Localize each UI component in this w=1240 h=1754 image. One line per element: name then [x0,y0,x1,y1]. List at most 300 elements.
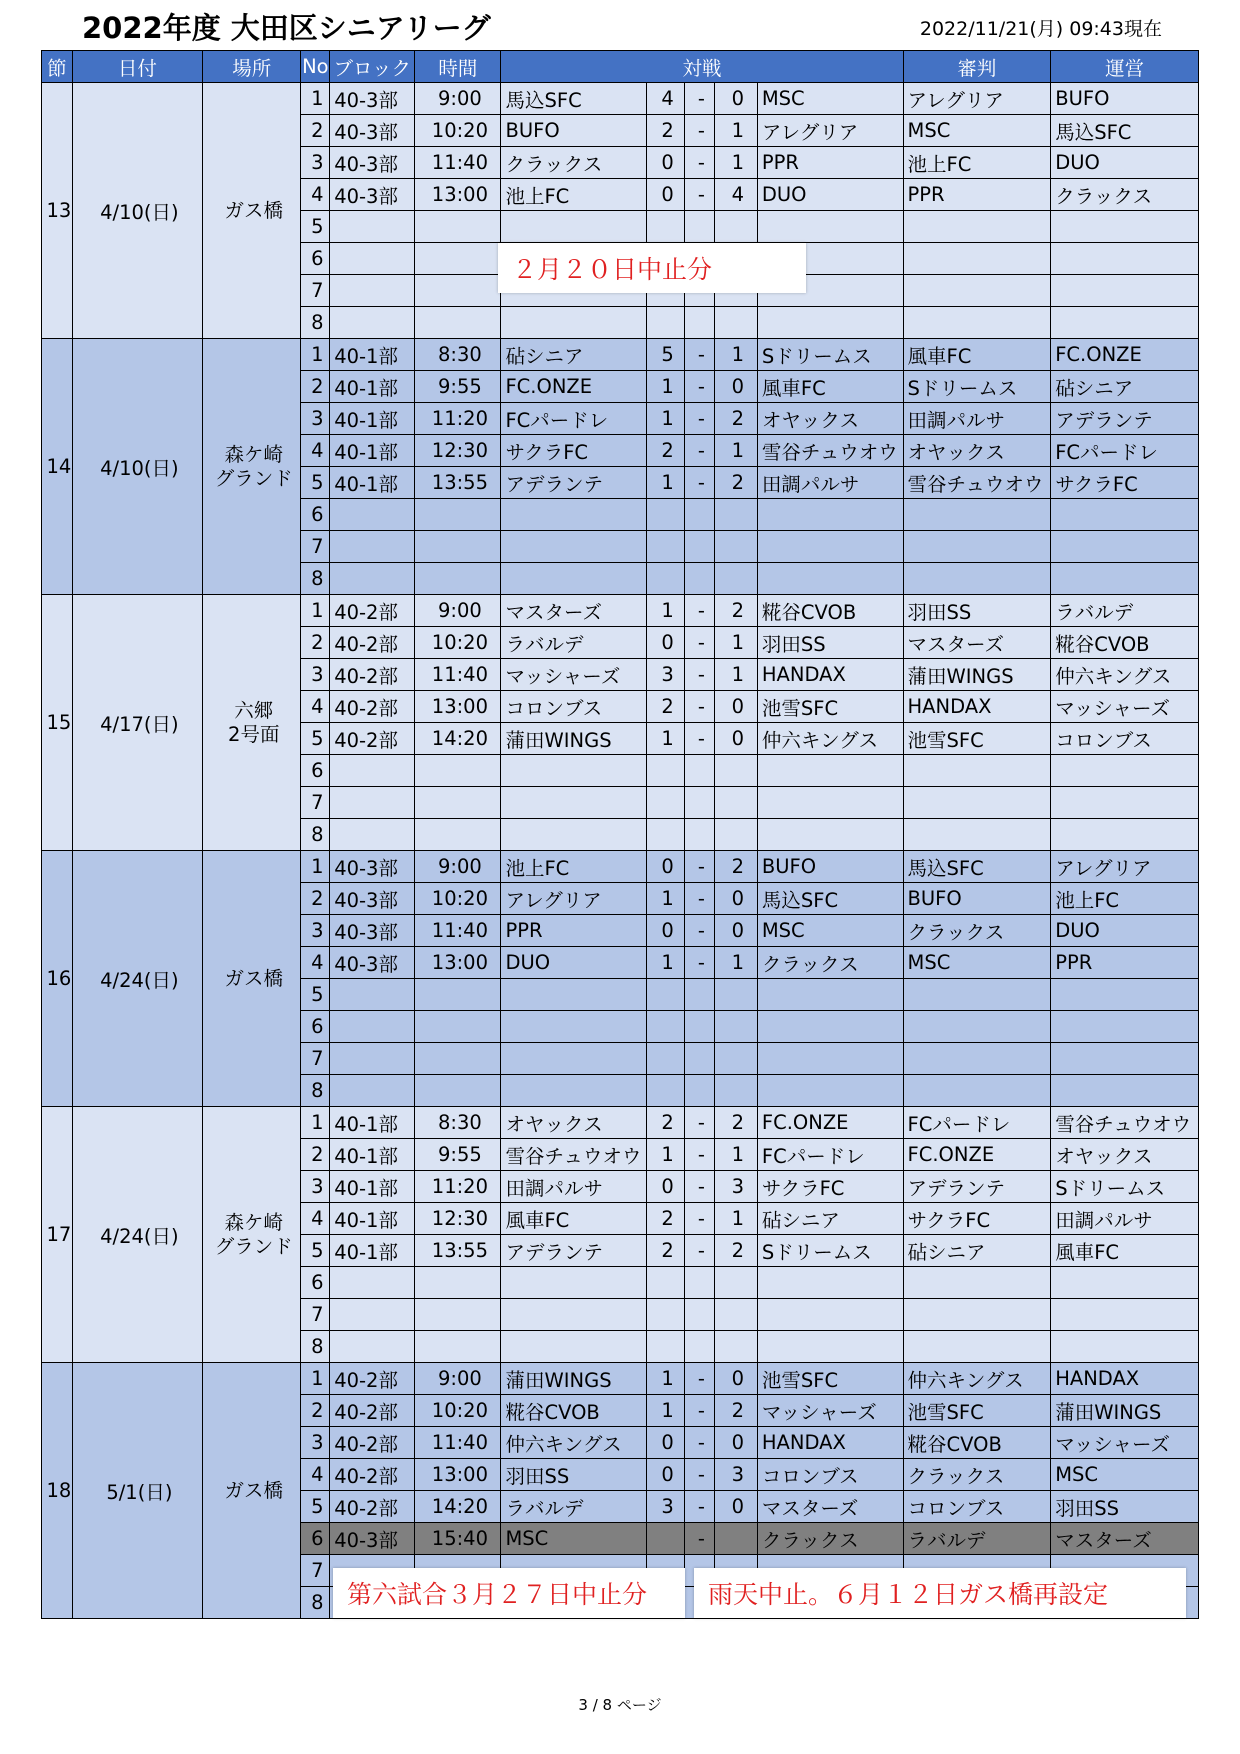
match-referee: アデランテ [903,1171,1051,1203]
match-staff [1051,563,1199,595]
away-score: 2 [714,851,757,883]
match-time [415,531,501,563]
away-score: 4 [714,179,757,211]
match-home-team [501,211,647,243]
match-home-team [501,307,647,339]
match-block [330,243,415,275]
score-separator: - [685,1459,715,1491]
score-separator [685,1267,715,1299]
note-cancel-0327: 第六試合３月２７日中止分 [333,1568,685,1618]
match-away-team: 砧シニア [757,1203,903,1235]
match-block: 40-3部 [330,147,415,179]
match-staff: 田調パルサ [1051,1203,1199,1235]
match-away-team: DUO [757,179,903,211]
match-time: 9:00 [415,1363,501,1395]
away-score [714,531,757,563]
round-number: 14 [42,339,73,595]
match-away-team: 雪谷チュウオウ [757,435,903,467]
match-home-team: アデランテ [501,467,647,499]
away-score: 0 [714,1427,757,1459]
home-score: 0 [647,1459,685,1491]
match-home-team: DUO [501,947,647,979]
match-time [415,211,501,243]
match-away-team: 風車FC [757,371,903,403]
place-line: 森ケ崎 [224,442,283,466]
match-staff [1051,979,1199,1011]
match-time: 11:40 [415,147,501,179]
match-time: 15:40 [415,1523,501,1555]
score-separator: - [685,595,715,627]
match-time: 11:20 [415,1171,501,1203]
match-staff: 仲六キングス [1051,659,1199,691]
match-away-team [757,979,903,1011]
match-away-team: アレグリア [757,115,903,147]
away-score [714,1331,757,1363]
match-referee: 蒲田WINGS [903,659,1051,691]
match-time: 9:55 [415,371,501,403]
match-no: 5 [301,467,330,499]
score-separator: - [685,435,715,467]
match-staff [1051,1011,1199,1043]
match-no: 1 [301,851,330,883]
score-separator: - [685,915,715,947]
home-score [647,819,685,851]
match-no: 5 [301,1491,330,1523]
match-time [415,787,501,819]
match-referee [903,1331,1051,1363]
match-block [330,531,415,563]
match-referee: 池雪SFC [903,1395,1051,1427]
match-time [415,243,501,275]
match-staff [1051,307,1199,339]
match-time: 11:40 [415,915,501,947]
match-staff: FC.ONZE [1051,339,1199,371]
match-no: 6 [301,1011,330,1043]
page-title: 2022年度 大田区シニアリーグ [82,11,491,45]
match-time [415,1075,501,1107]
score-separator: - [685,947,715,979]
match-time: 11:40 [415,659,501,691]
match-referee [903,499,1051,531]
match-block: 40-2部 [330,723,415,755]
away-score: 3 [714,1171,757,1203]
home-score: 3 [647,659,685,691]
score-separator [685,531,715,563]
match-staff [1051,819,1199,851]
header-place: 場所 [203,51,301,83]
match-home-team [501,499,647,531]
score-separator [685,819,715,851]
score-separator: - [685,1427,715,1459]
header-staff: 運営 [1051,51,1199,83]
score-separator: - [685,371,715,403]
match-block: 40-2部 [330,691,415,723]
table-row [42,851,1199,883]
match-referee [903,819,1051,851]
match-home-team: 雪谷チュウオウ [501,1139,647,1171]
match-away-team: MSC [757,83,903,115]
match-time: 9:00 [415,595,501,627]
match-referee: PPR [903,179,1051,211]
match-away-team: マスターズ [757,1491,903,1523]
match-referee: 風車FC [903,339,1051,371]
home-score: 1 [647,947,685,979]
place-line: ガス橋 [224,1478,283,1502]
away-score: 2 [714,403,757,435]
match-away-team: FC.ONZE [757,1107,903,1139]
away-score: 1 [714,627,757,659]
match-referee [903,787,1051,819]
match-block [330,1075,415,1107]
match-staff: コロンブス [1051,723,1199,755]
match-away-team: PPR [757,147,903,179]
match-no: 3 [301,1427,330,1459]
match-time: 13:00 [415,179,501,211]
match-away-team [757,1267,903,1299]
match-time: 14:20 [415,723,501,755]
match-staff: クラックス [1051,179,1199,211]
match-no: 8 [301,1587,330,1619]
score-separator [685,755,715,787]
match-no: 1 [301,1363,330,1395]
away-score: 1 [714,435,757,467]
match-referee: 糀谷CVOB [903,1427,1051,1459]
match-staff: 蒲田WINGS [1051,1395,1199,1427]
match-block: 40-1部 [330,1107,415,1139]
away-score: 3 [714,1459,757,1491]
match-staff: オヤックス [1051,1139,1199,1171]
match-staff: 池上FC [1051,883,1199,915]
match-no: 1 [301,83,330,115]
match-home-team [501,1075,647,1107]
place-line: 2号面 [228,722,280,746]
away-score [714,307,757,339]
match-staff: 風車FC [1051,1235,1199,1267]
match-staff: 糀谷CVOB [1051,627,1199,659]
home-score: 0 [647,1427,685,1459]
match-away-team [757,307,903,339]
away-score: 2 [714,595,757,627]
match-referee: クラックス [903,915,1051,947]
match-referee: コロンブス [903,1491,1051,1523]
place-line: 森ケ崎 [224,1210,283,1234]
score-separator [685,563,715,595]
match-home-team: 池上FC [501,851,647,883]
match-no: 4 [301,1203,330,1235]
match-no: 4 [301,179,330,211]
match-home-team: ラバルデ [501,627,647,659]
away-score: 1 [714,115,757,147]
round-number: 15 [42,595,73,851]
match-time: 13:55 [415,467,501,499]
match-time: 13:55 [415,1235,501,1267]
match-away-team [757,563,903,595]
home-score [647,755,685,787]
home-score: 2 [647,691,685,723]
match-home-team [501,563,647,595]
match-staff [1051,1043,1199,1075]
home-score: 0 [647,627,685,659]
match-away-team: BUFO [757,851,903,883]
match-time [415,755,501,787]
match-referee: 砧シニア [903,1235,1051,1267]
match-block: 40-3部 [330,947,415,979]
match-away-team [757,211,903,243]
match-home-team: コロンブス [501,691,647,723]
match-referee: 羽田SS [903,595,1051,627]
match-away-team: 田調パルサ [757,467,903,499]
match-away-team [757,531,903,563]
home-score [647,563,685,595]
away-score: 0 [714,691,757,723]
match-referee: FCパードレ [903,1107,1051,1139]
match-referee: 馬込SFC [903,851,1051,883]
match-no: 2 [301,1395,330,1427]
away-score: 2 [714,1107,757,1139]
away-score: 1 [714,1203,757,1235]
round-date: 4/24(日) [72,851,202,1107]
match-no: 4 [301,947,330,979]
match-away-team: コロンブス [757,1459,903,1491]
match-away-team: HANDAX [757,659,903,691]
match-referee: オヤックス [903,435,1051,467]
round-date: 4/17(日) [72,595,202,851]
match-time: 10:20 [415,115,501,147]
match-no: 3 [301,659,330,691]
match-block: 40-2部 [330,1491,415,1523]
match-home-team [501,1299,647,1331]
match-no: 7 [301,531,330,563]
home-score [647,787,685,819]
match-home-team [501,531,647,563]
match-home-team [501,1267,647,1299]
match-home-team: サクラFC [501,435,647,467]
away-score [714,1075,757,1107]
match-staff: DUO [1051,915,1199,947]
place-line: 六郷 [234,698,274,722]
match-away-team: 池雪SFC [757,1363,903,1395]
match-block [330,979,415,1011]
match-no: 7 [301,787,330,819]
home-score: 1 [647,1139,685,1171]
match-home-team [501,787,647,819]
match-away-team: マッシャーズ [757,1395,903,1427]
home-score: 0 [647,915,685,947]
match-home-team: マッシャーズ [501,659,647,691]
match-away-team: Sドリームス [757,339,903,371]
match-referee: FC.ONZE [903,1139,1051,1171]
home-score [647,1075,685,1107]
match-time [415,1331,501,1363]
score-separator [685,787,715,819]
table-row [42,339,1199,371]
match-no: 1 [301,1107,330,1139]
match-time [415,275,501,307]
match-away-team: Sドリームス [757,1235,903,1267]
match-home-team: 蒲田WINGS [501,723,647,755]
match-referee [903,307,1051,339]
home-score [647,531,685,563]
match-no: 8 [301,307,330,339]
match-referee: サクラFC [903,1203,1051,1235]
home-score: 1 [647,371,685,403]
away-score: 0 [714,371,757,403]
match-no: 1 [301,339,330,371]
away-score [714,755,757,787]
home-score [647,1011,685,1043]
away-score: 1 [714,339,757,371]
match-referee: アレグリア [903,83,1051,115]
match-away-team [757,1043,903,1075]
match-no: 7 [301,275,330,307]
match-staff: Sドリームス [1051,1171,1199,1203]
match-time [415,819,501,851]
match-staff [1051,531,1199,563]
match-no: 3 [301,1171,330,1203]
match-no: 3 [301,147,330,179]
match-time: 12:30 [415,1203,501,1235]
score-separator [685,1299,715,1331]
match-staff [1051,1267,1199,1299]
away-score [714,211,757,243]
score-separator: - [685,83,715,115]
score-separator: - [685,179,715,211]
match-away-team: 馬込SFC [757,883,903,915]
match-block: 40-3部 [330,851,415,883]
score-separator: - [685,115,715,147]
place-line: グランド [214,1234,293,1258]
match-away-team: 糀谷CVOB [757,595,903,627]
match-no: 8 [301,1331,330,1363]
match-referee [903,275,1051,307]
match-time: 12:30 [415,435,501,467]
match-home-team [501,1331,647,1363]
score-separator: - [685,851,715,883]
score-separator [685,1331,715,1363]
home-score: 2 [647,435,685,467]
header-block: ブロック [330,51,415,83]
header-time: 時間 [415,51,501,83]
match-referee: MSC [903,947,1051,979]
match-no: 4 [301,435,330,467]
match-away-team: 池雪SFC [757,691,903,723]
match-away-team [757,819,903,851]
match-staff [1051,243,1199,275]
round-date: 4/10(日) [72,83,202,339]
score-separator: - [685,1395,715,1427]
home-score [647,211,685,243]
away-score: 1 [714,659,757,691]
round-date: 4/24(日) [72,1107,202,1363]
match-block: 40-2部 [330,1427,415,1459]
match-staff: 羽田SS [1051,1491,1199,1523]
match-away-team: オヤックス [757,403,903,435]
match-home-team: 池上FC [501,179,647,211]
match-no: 2 [301,627,330,659]
match-home-team: オヤックス [501,1107,647,1139]
match-time [415,499,501,531]
away-score: 0 [714,723,757,755]
match-away-team: MSC [757,915,903,947]
match-staff: ラバルデ [1051,595,1199,627]
match-block: 40-3部 [330,179,415,211]
match-away-team [757,1299,903,1331]
away-score: 1 [714,1139,757,1171]
match-no: 7 [301,1555,330,1587]
match-block: 40-1部 [330,1171,415,1203]
match-time [415,1043,501,1075]
home-score: 2 [647,115,685,147]
match-no: 6 [301,499,330,531]
home-score: 4 [647,83,685,115]
score-separator: - [685,339,715,371]
score-separator: - [685,1235,715,1267]
match-referee [903,979,1051,1011]
round-number: 17 [42,1107,73,1363]
score-separator: - [685,1139,715,1171]
match-staff: BUFO [1051,83,1199,115]
away-score: 1 [714,947,757,979]
match-referee: MSC [903,115,1051,147]
match-time: 13:00 [415,691,501,723]
match-block: 40-1部 [330,435,415,467]
away-score: 2 [714,1235,757,1267]
score-separator: - [685,1171,715,1203]
match-referee: 雪谷チュウオウ [903,467,1051,499]
header-date: 日付 [72,51,202,83]
away-score [714,499,757,531]
note-cancel-0220: ２月２０日中止分 [498,243,806,293]
match-block [330,275,415,307]
match-time [415,307,501,339]
match-block [330,787,415,819]
match-block [330,211,415,243]
home-score: 0 [647,1171,685,1203]
match-home-team: 仲六キングス [501,1427,647,1459]
match-referee: ラバルデ [903,1523,1051,1555]
match-referee [903,243,1051,275]
header-row [42,51,1199,83]
match-block [330,1331,415,1363]
match-home-team: 馬込SFC [501,83,647,115]
match-block: 40-1部 [330,371,415,403]
away-score [714,787,757,819]
match-staff [1051,499,1199,531]
score-separator [685,1043,715,1075]
match-home-team: アレグリア [501,883,647,915]
match-referee: クラックス [903,1459,1051,1491]
match-home-team [501,1043,647,1075]
match-block [330,307,415,339]
header-no: No [301,51,330,83]
away-score [714,979,757,1011]
score-separator: - [685,403,715,435]
score-separator [685,307,715,339]
match-no: 7 [301,1043,330,1075]
match-home-team: 蒲田WINGS [501,1363,647,1395]
match-block: 40-2部 [330,595,415,627]
home-score [647,1331,685,1363]
match-home-team: クラックス [501,147,647,179]
match-away-team: FCパードレ [757,1139,903,1171]
score-separator [685,979,715,1011]
match-away-team [757,1075,903,1107]
round-place [203,339,301,595]
score-separator [685,211,715,243]
score-separator: - [685,1203,715,1235]
match-time: 9:00 [415,83,501,115]
away-score [714,1267,757,1299]
